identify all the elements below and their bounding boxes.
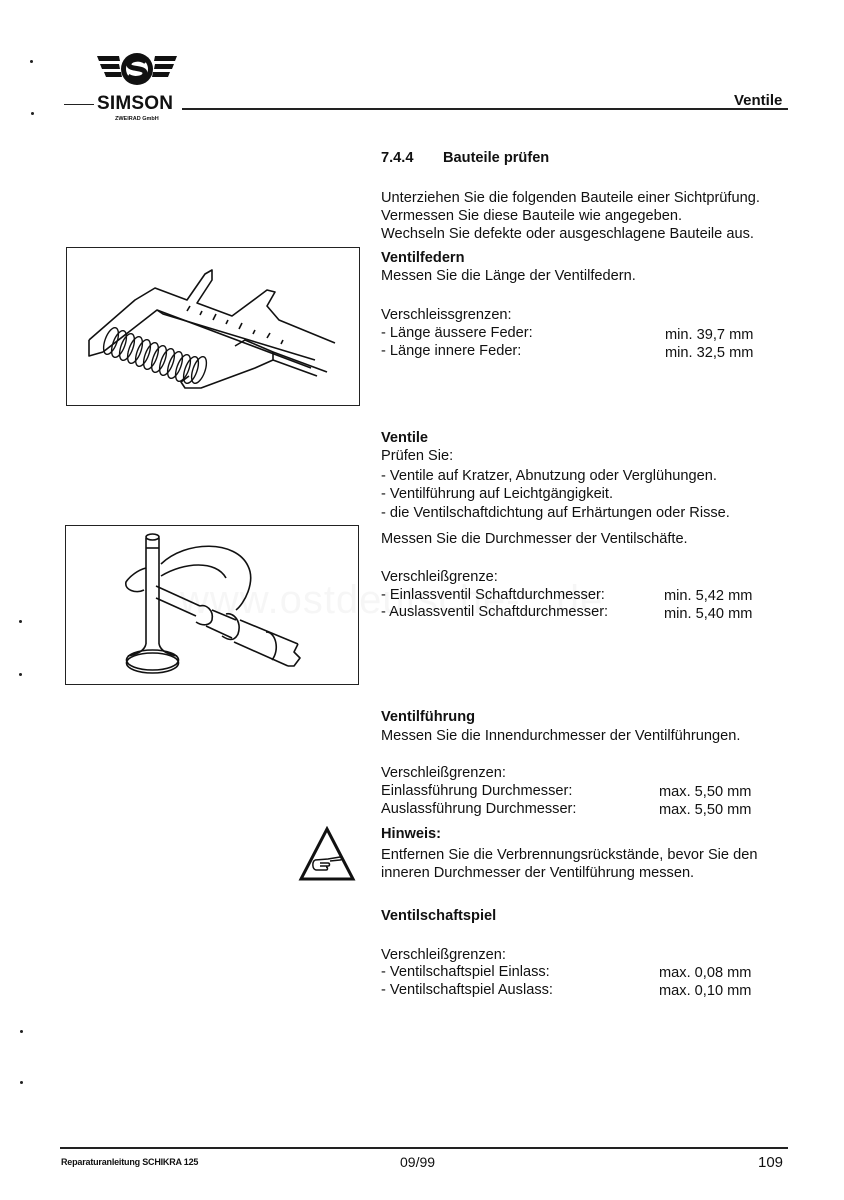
intro-line: Wechseln Sie defekte oder ausgeschlagene Bauteile aus. — [381, 226, 754, 242]
ventile-check: - die Ventilschaftdichtung auf Erhärtungen oder Risse. — [381, 505, 730, 521]
ventile-check: - Ventilführung auf Leichtgängigkeit. — [381, 486, 614, 502]
ventilfedern-heading: Ventilfedern — [381, 250, 465, 266]
page-number: 109 — [758, 1154, 784, 1171]
ventilfuehrung-limits-label: Verschleißgrenzen: — [381, 765, 506, 781]
brand-subtitle: ZWEIRAD GmbH — [115, 116, 159, 122]
limit-value: min. 32,5 mm — [665, 345, 754, 361]
intro-line: Unterziehen Sie die folgenden Bauteile einer Sichtprüfung. — [381, 190, 760, 206]
scan-speck — [20, 1081, 23, 1084]
simson-logo-emblem — [97, 52, 177, 86]
hinweis-heading: Hinweis: — [381, 826, 442, 842]
limit-label: Auslassführung Durchmesser: — [381, 801, 577, 817]
ventilfedern-text: Messen Sie die Länge der Ventilfedern. — [381, 268, 636, 284]
limit-label: - Ventilschaftspiel Einlass: — [381, 964, 550, 980]
limit-value: max. 5,50 mm — [659, 784, 752, 800]
limit-label: Einlassführung Durchmesser: — [381, 783, 573, 799]
limit-label: - Länge innere Feder: — [381, 343, 522, 359]
ventilfuehrung-text: Messen Sie die Innendurchmesser der Ventilführungen. — [381, 728, 741, 744]
limit-value: min. 39,7 mm — [665, 327, 754, 343]
limit-label: - Ventilschaftspiel Auslass: — [381, 982, 553, 998]
ventile-intro: Prüfen Sie: — [381, 448, 454, 464]
limit-value: max. 5,50 mm — [659, 802, 752, 818]
limit-label: - Auslassventil Schaftdurchmesser: — [381, 604, 609, 620]
ventile-check: - Ventile auf Kratzer, Abnutzung oder Verglühungen. — [381, 468, 717, 484]
limit-value: min. 5,40 mm — [664, 606, 753, 622]
ventilfedern-limits-label: Verschleissgrenzen: — [381, 307, 512, 323]
scan-speck — [19, 620, 22, 623]
ventilschaftspiel-heading: Ventilschaftspiel — [381, 908, 497, 924]
header-rule-left — [64, 104, 94, 105]
brand-name: SIMSON — [97, 93, 174, 114]
hinweis-line: Entfernen Sie die Verbrennungsrückstände, bevor Sie den — [381, 847, 758, 863]
intro-line: Vermessen Sie diese Bauteile wie angegeben. — [381, 208, 682, 224]
limit-value: max. 0,08 mm — [659, 965, 752, 981]
header-rule — [182, 108, 788, 110]
figure-caliper-spring — [66, 247, 360, 406]
section-header-title: Ventile — [734, 92, 783, 109]
footer-manual-title: Reparaturanleitung SCHIKRA 125 — [61, 1157, 199, 1167]
ventilfuehrung-heading: Ventilführung — [381, 709, 476, 725]
ventile-measure: Messen Sie die Durchmesser der Ventilschäfte. — [381, 531, 688, 547]
section-title: Bauteile prüfen — [443, 150, 550, 166]
hinweis-line: inneren Durchmesser der Ventilführung messen. — [381, 865, 695, 881]
section-number: 7.4.4 — [381, 150, 414, 166]
watermark — [180, 578, 603, 623]
warning-hand-icon — [298, 826, 356, 882]
caliper-spring-illustration-icon — [67, 248, 359, 405]
scan-speck — [20, 1030, 23, 1033]
scan-speck — [19, 673, 22, 676]
scan-speck — [30, 60, 33, 63]
footer-rule — [60, 1147, 788, 1149]
limit-label: - Einlassventil Schaftdurchmesser: — [381, 587, 605, 603]
simson-winged-s-icon — [97, 52, 177, 88]
ventile-heading: Ventile — [381, 430, 429, 446]
limit-value: max. 0,10 mm — [659, 983, 752, 999]
scan-speck — [31, 112, 34, 115]
footer-date: 09/99 — [400, 1154, 436, 1170]
ventilschaftspiel-limits-label: Verschleißgrenzen: — [381, 947, 506, 963]
limit-label: - Länge äussere Feder: — [381, 325, 533, 341]
limit-value: min. 5,42 mm — [664, 588, 753, 604]
ventile-limits-label: Verschleißgrenze: — [381, 569, 498, 585]
